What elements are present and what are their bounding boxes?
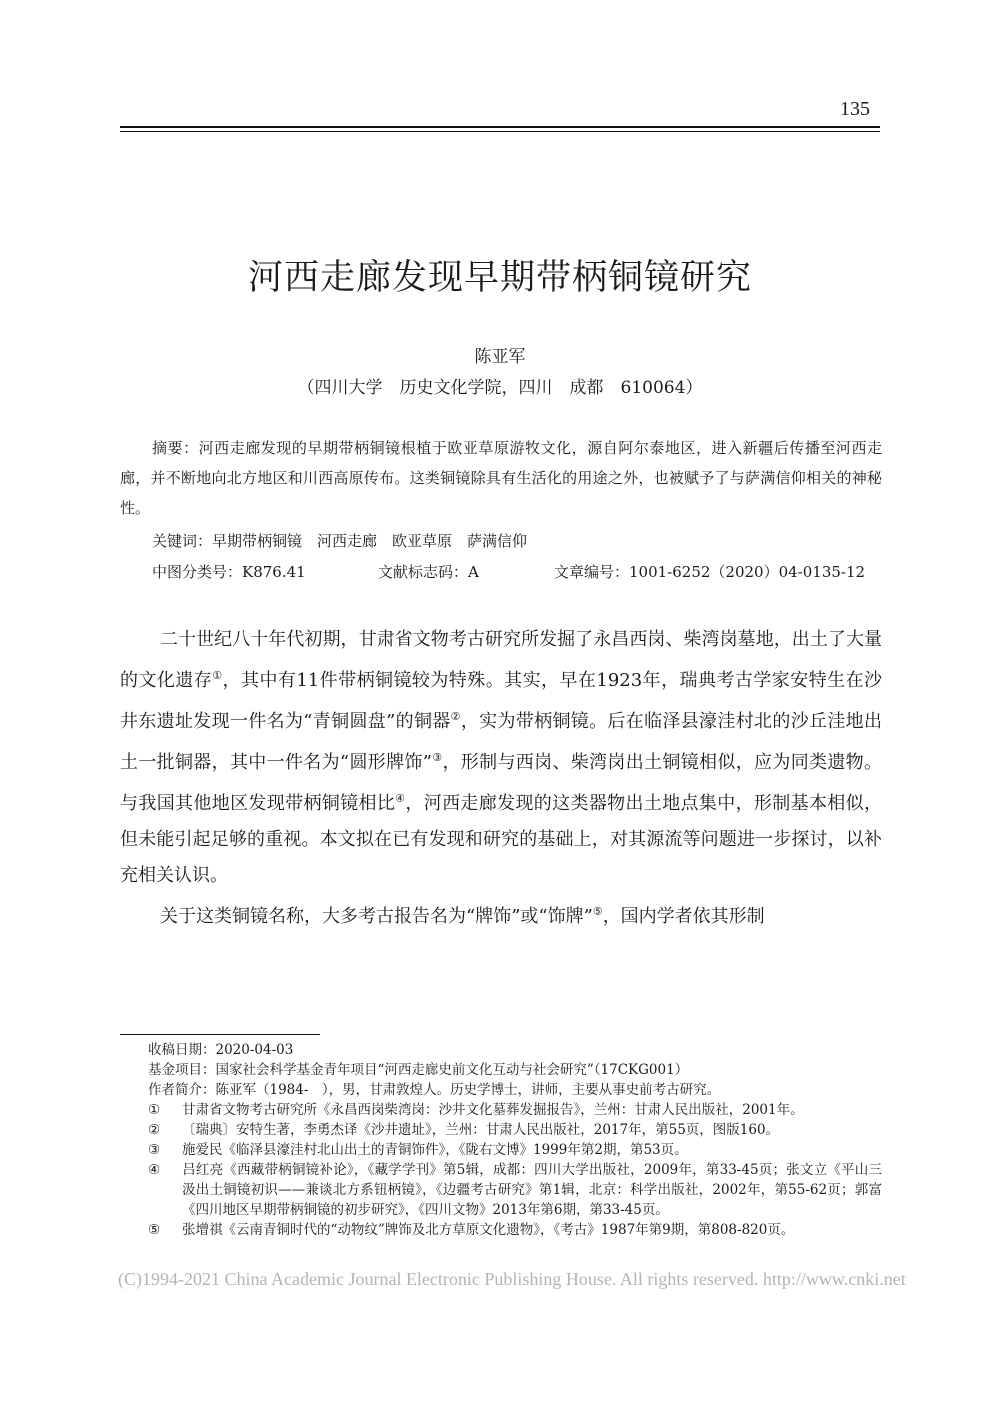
article-number: 文章编号：1001-6252（2020）04-0135-12 bbox=[554, 563, 866, 581]
footnote-text: 张增祺《云南青铜时代的“动物纹”牌饰及北方草原文化遗物》，《考古》1987年第9期，第808-820页。 bbox=[182, 1222, 795, 1238]
text-run: 二十世纪八十年代初期，甘肃省文物考古研究所发掘了永昌西岗、柴湾岗墓地，出土了大量的文化遗存 bbox=[120, 629, 882, 691]
clc-number: 中图分类号：K876.41 bbox=[152, 563, 306, 581]
fund-info: 基金项目：国家社会科学基金青年项目“河西走廊史前文化互动与社会研究”（17CKG001） bbox=[148, 1062, 689, 1078]
footnote-ref-5[interactable]: ⑤ bbox=[592, 905, 603, 918]
footnote-mark: ④ bbox=[148, 1162, 161, 1178]
page-number: 135 bbox=[840, 98, 870, 120]
footnote-separator bbox=[120, 1034, 320, 1035]
footnote-mark: ⑤ bbox=[148, 1222, 161, 1238]
footnote-mark: ① bbox=[148, 1102, 161, 1118]
text-run: 关于这类铜镜名称，大多考古报告名为“牌饰”或“饰牌” bbox=[160, 906, 593, 927]
footnote-ref-1[interactable]: ① bbox=[212, 669, 223, 682]
footnotes bbox=[148, 1040, 882, 1240]
paragraph-2 bbox=[120, 894, 882, 935]
text-run: ，实为带柄铜镜。后在临泽县濠洼村北的沙丘洼地出土一批铜器，其中一件名为“圆形牌饰” bbox=[120, 711, 882, 773]
footnote-ref-3[interactable]: ③ bbox=[431, 751, 443, 764]
footnote-item bbox=[148, 1160, 882, 1220]
paragraph-1 bbox=[120, 622, 882, 894]
text-run: ，其中有11件带柄铜镜较为特殊。其实，早在1923年，瑞典考古学家安特生在沙井东遗址发现一件名为“青铜圆盘”的铜器 bbox=[120, 670, 882, 732]
header-rule-thin bbox=[120, 131, 880, 132]
author-affiliation: （四川大学 历史文化学院，四川 成都 610064） bbox=[297, 378, 703, 398]
footnote-ref-2[interactable]: ② bbox=[450, 710, 461, 723]
body-text bbox=[120, 622, 882, 935]
footnote-mark: ③ bbox=[148, 1142, 161, 1158]
footnote-mark: ② bbox=[148, 1122, 161, 1138]
article-title: 河西走廊发现早期带柄铜镜研究 bbox=[247, 258, 752, 298]
document-code: 文献标志码：A bbox=[378, 563, 479, 581]
footnote-item bbox=[148, 1220, 882, 1240]
author-name: 陈亚军 bbox=[474, 347, 526, 367]
copyright-watermark: (C)1994-2021 China Academic Journal Electronic Publishing House. All rights reserved. http://www.cnki.net bbox=[118, 1269, 906, 1289]
keywords: 关键词：早期带柄铜镜 河西走廊 欧亚草原 萨满信仰 bbox=[152, 532, 528, 550]
footnote-text: 〔瑞典〕安特生著，李勇杰译《沙井遗址》，兰州：甘肃人民出版社，2017年，第55页，图版160。 bbox=[182, 1122, 780, 1138]
footnote-item bbox=[148, 1140, 882, 1160]
received-date: 收稿日期：2020-04-03 bbox=[148, 1042, 294, 1058]
classification-line bbox=[152, 561, 865, 582]
text-run: ，河西走廊发现的这类器物出土地点集中，形制基本相似，但未能引起足够的重视。本文拟在已有发现和研究的基础上，对其源流等问题进一步探讨，以补充相关认识。 bbox=[120, 793, 883, 886]
text-run: ，形制与西岗、柴湾岗出土铜镜相似，应为同类遗物。与我国其他地区发现带柄铜镜相比 bbox=[120, 752, 882, 814]
footnote-item bbox=[148, 1100, 882, 1120]
abstract: 摘要：河西走廊发现的早期带柄铜镜根植于欧亚草原游牧文化，源自阿尔泰地区，进入新疆后传播至河西走廊，并不断地向北方地区和川西高原传布。这类铜镜除具有生活化的用途之外，也被赋予了与萨满信仰相关的神秘性。 bbox=[120, 439, 882, 517]
text-run: ，国内学者依其形制 bbox=[602, 906, 765, 927]
author-bio: 作者简介：陈亚军（1984- ），男，甘肃敦煌人。历史学博士，讲师，主要从事史前考古研究。 bbox=[148, 1082, 721, 1098]
footnote-text: 吕红亮《西藏带柄铜镜补论》，《藏学学刊》第5辑，成都：四川大学出版社，2009年，第33-45页；张文立《平山三汲出土铜镜初识——兼谈北方系钮柄镜》，《边疆考古研究》第1辑，北京：科学出版社，2002年，第55-62页；郭富《四川地区早期带柄铜镜的初步研究》，《四川文物》2013年第6期，第33-45页。 bbox=[182, 1162, 882, 1218]
footnote-ref-4[interactable]: ④ bbox=[395, 792, 406, 805]
footnote-item bbox=[148, 1120, 882, 1140]
footnote-text: 施爱民《临泽县濠洼村北山出土的青铜饰件》，《陇右文博》1999年第2期，第53页。 bbox=[182, 1142, 688, 1158]
footnote-text: 甘肃省文物考古研究所《永昌西岗柴湾岗：沙井文化墓葬发掘报告》，兰州：甘肃人民出版社，2001年。 bbox=[182, 1102, 804, 1118]
header-rule-thick bbox=[120, 126, 880, 128]
